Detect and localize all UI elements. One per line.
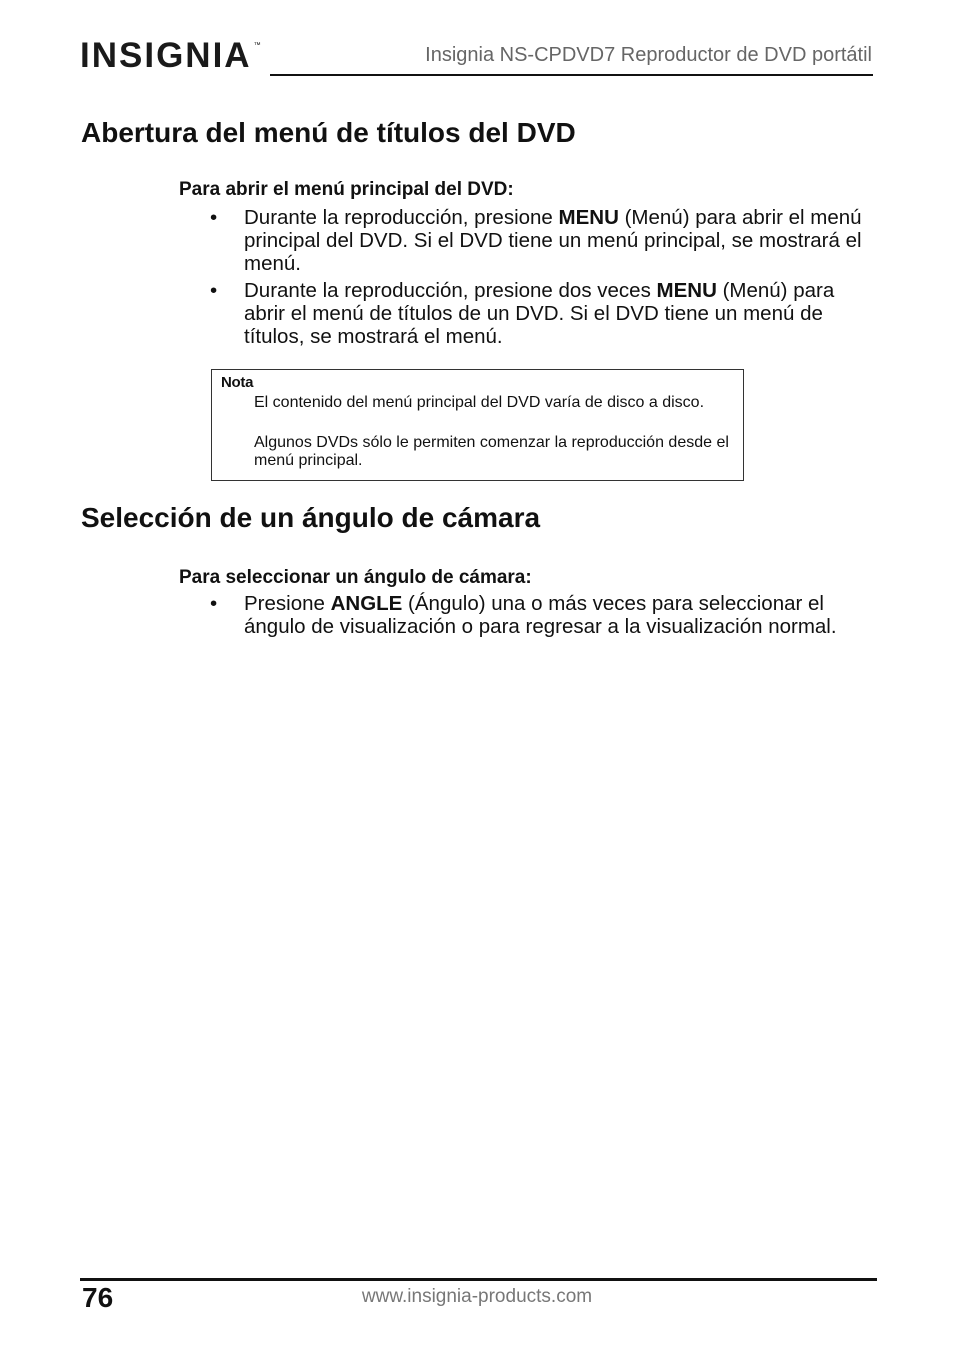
note-text: Algunos DVDs sólo le permiten comenzar la reproducción desde el menú principal. [254,434,729,469]
note-box [211,369,744,481]
procedure-heading-main-menu: Para abrir el menú principal del DVD: [179,179,514,200]
list-item: • Durante la reproducción, presione MENU (Menú) para abrir el menú principal del DVD. Si el DVD tiene un menú principal, se mostrará el menú. [210,206,862,275]
bullet-icon: • [210,206,218,229]
key-name: MENU [656,279,717,302]
trademark-symbol: ™ [253,42,261,49]
procedure-heading-camera-angle: Para seleccionar un ángulo de cámara: [179,567,532,588]
bullet-icon: • [210,592,218,615]
list-item: • Presione ANGLE (Ángulo) una o más veces para seleccionar el ángulo de visualización o para regresar a la visualización normal. [210,592,837,638]
footer-rule [80,1278,877,1281]
running-title: Insignia NS-CPDVD7 Reproductor de DVD portátil [425,44,872,66]
brand-logo-text: INSIGNIA [80,36,252,75]
key-name: ANGLE [330,592,403,615]
page-number: 76 [82,1282,114,1313]
note-text: El contenido del menú principal del DVD varía de disco a disco. [254,394,705,411]
header-rule [270,74,873,76]
bullet-list-main-menu [210,206,878,352]
brand-logo [80,38,261,73]
bullet-icon: • [210,279,218,302]
key-name: MENU [558,206,619,229]
note-label: Nota [221,374,254,391]
section-heading-title-menu: Abertura del menú de títulos del DVD [81,117,576,148]
section-heading-camera-angle: Selección de un ángulo de cámara [81,502,541,533]
list-item: • Durante la reproducción, presione dos veces MENU (Menú) para abrir el menú de títulos de un DVD. Si el DVD tiene un menú de títulos, se mostrará el menú. [210,279,835,348]
bullet-list-camera-angle [210,592,878,642]
footer-url: www.insignia-products.com [361,1286,593,1307]
